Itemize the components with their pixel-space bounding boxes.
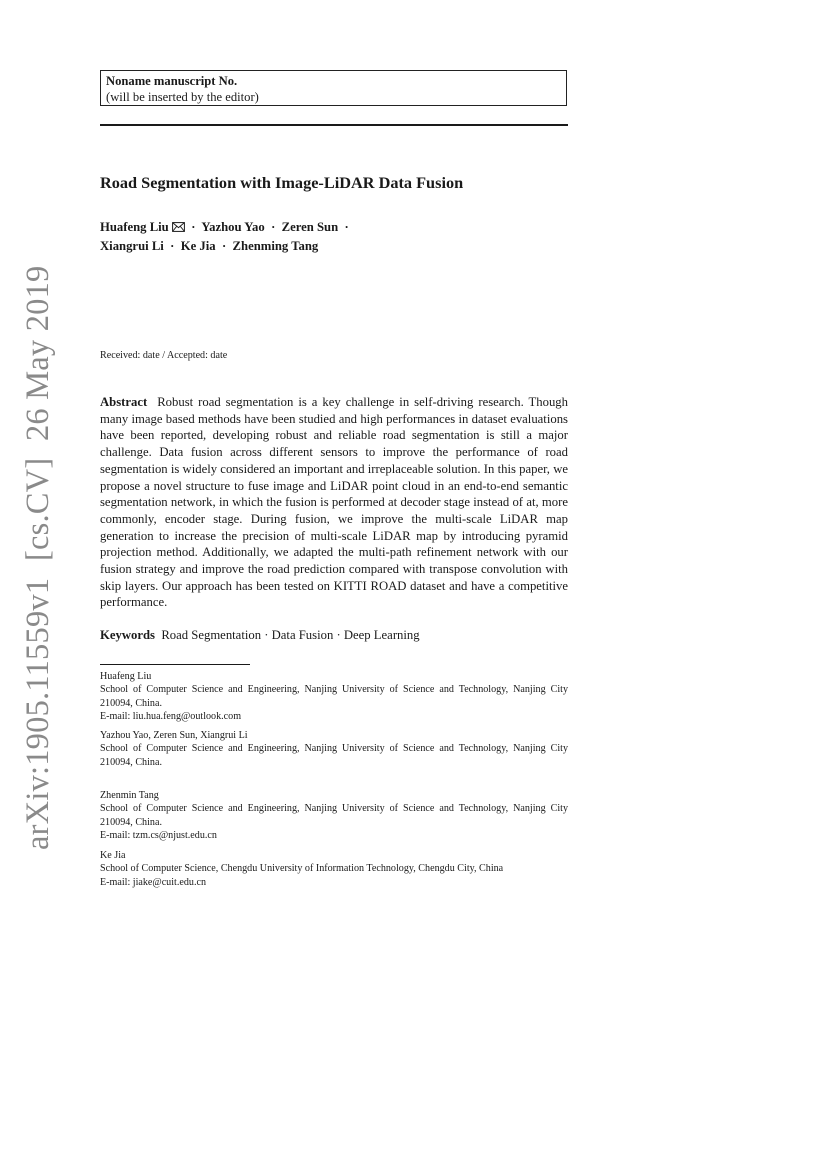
author-name: Huafeng Liu bbox=[100, 220, 169, 234]
keywords bbox=[100, 628, 420, 643]
affiliation-address: School of Computer Science, Chengdu University of Information Technology, Chengdu City, China bbox=[100, 863, 504, 875]
abstract-label: Abstract bbox=[100, 395, 148, 409]
affiliation-name: Yazhou Yao, Zeren Sun, Xiangrui Li bbox=[100, 730, 248, 741]
author-name: Yazhou Yao bbox=[201, 220, 265, 234]
author-separator: · bbox=[191, 220, 196, 234]
paper-title: Road Segmentation with Image-LiDAR Data Fusion bbox=[100, 173, 464, 192]
received-date: Received: date / Accepted: date bbox=[100, 350, 228, 361]
author-line-2 bbox=[100, 238, 349, 256]
abstract bbox=[100, 394, 568, 611]
author-name: Zhenming Tang bbox=[232, 238, 319, 253]
affiliation-email: E-mail: tzm.cs@njust.edu.cn bbox=[100, 829, 217, 841]
affiliation-address: School of Computer Science and Engineering, Nanjing University of Science and Technology, Nanjing City 210094, China. bbox=[100, 684, 568, 709]
affiliation-block bbox=[100, 849, 568, 889]
affiliation-name: Zhenmin Tang bbox=[100, 790, 159, 801]
author-line-1 bbox=[100, 219, 349, 238]
affiliation-email: E-mail: jiake@cuit.edu.cn bbox=[100, 876, 206, 888]
footnote-rule bbox=[100, 664, 250, 665]
affiliation-name: Ke Jia bbox=[100, 850, 126, 861]
author-separator: · bbox=[344, 220, 349, 234]
keywords-text: Road Segmentation · Data Fusion · Deep Learning bbox=[161, 628, 420, 642]
envelope-icon bbox=[172, 220, 185, 238]
abstract-text: Robust road segmentation is a key challenge in self-driving research. Though many image based methods have been studied and high performances in dataset evaluations have been reported, developing robust and reliable road segmentation is still a major challenge. Data fusion across different sensors to improve the performance of road segmentation is widely considered an important and irreplaceable solution. In this paper, we propose a novel structure to fuse image and LiDAR point cloud in an end-to-end semantic segmentation network, in which the fusion is performed at decoder stage instead of at, more commonly, encoder stage. During fusion, we improve the multi-scale LiDAR map generation to increase the precision of multi-scale LiDAR map by introducing pyramid projection method. Additionally, we adapted the multi-path refinement network with our fusion strategy and improve the road prediction compared with transpose convolution with skip layers. Our approach has been tested on KITTI ROAD dataset and have a competitive performance. bbox=[100, 395, 568, 610]
manuscript-box bbox=[100, 70, 567, 106]
affiliation-block bbox=[100, 729, 568, 769]
affiliation-address: School of Computer Science and Engineering, Nanjing University of Science and Technology, Nanjing City 210094, China. bbox=[100, 803, 568, 828]
manuscript-number-label: Noname manuscript No. bbox=[106, 74, 238, 88]
author-separator: · bbox=[170, 238, 175, 253]
affiliation-email: E-mail: liu.hua.feng@outlook.com bbox=[100, 710, 242, 722]
author-separator: · bbox=[271, 220, 276, 234]
affiliation-block bbox=[100, 789, 568, 842]
affiliation-block bbox=[100, 670, 568, 723]
author-name: Zeren Sun bbox=[281, 220, 339, 234]
author-name: Ke Jia bbox=[180, 238, 216, 253]
keywords-label: Keywords bbox=[100, 628, 155, 642]
author-separator: · bbox=[221, 238, 227, 253]
header-rule bbox=[100, 124, 568, 126]
affiliation-address: School of Computer Science and Engineering, Nanjing University of Science and Technology, Nanjing City 210094, China. bbox=[100, 743, 568, 768]
affiliation-name: Huafeng Liu bbox=[100, 671, 152, 682]
author-name: Xiangrui Li bbox=[100, 238, 164, 253]
arxiv-identifier: arXiv:1905.11559v1 [cs.CV] 26 May 2019 bbox=[20, 265, 56, 850]
editor-note: (will be inserted by the editor) bbox=[106, 89, 259, 104]
author-list bbox=[100, 219, 349, 255]
